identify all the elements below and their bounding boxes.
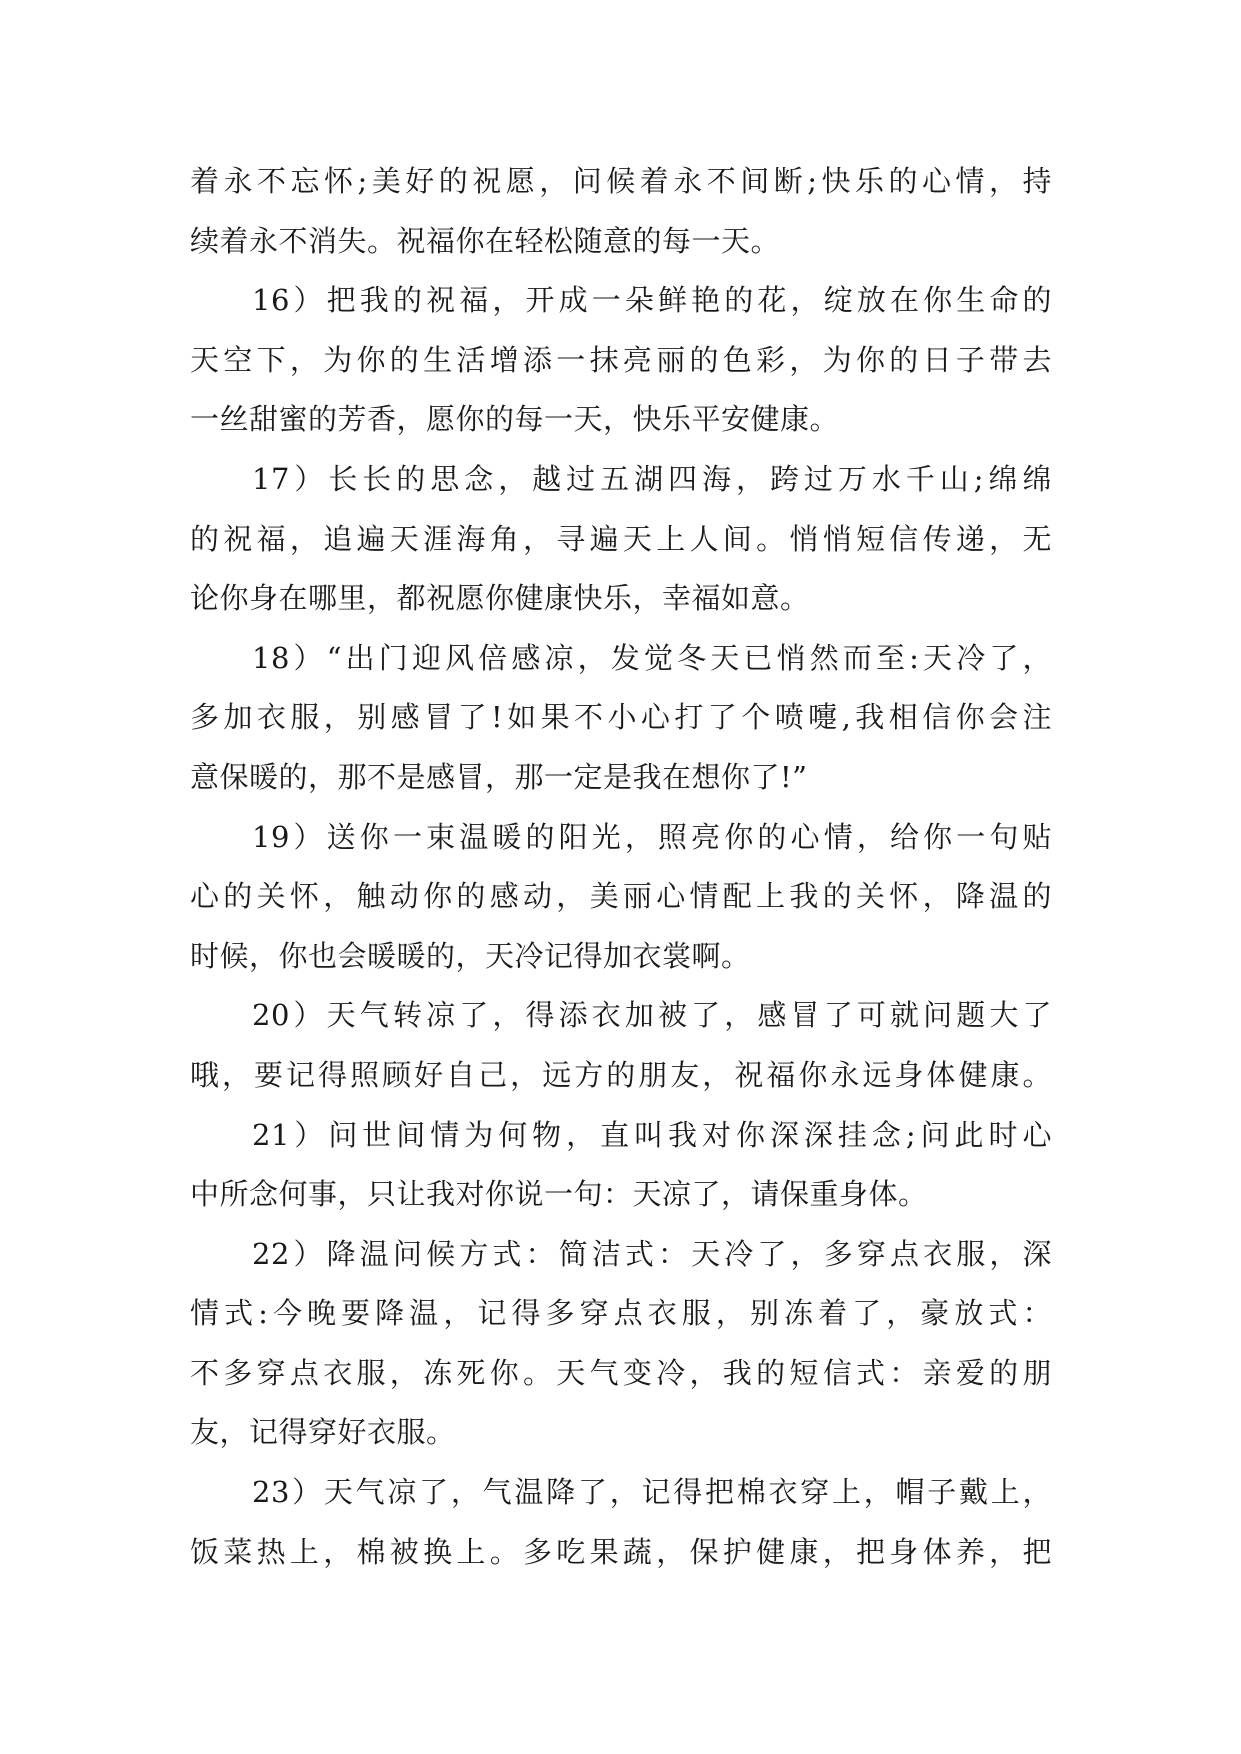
text-line: 19）送你一束温暖的阳光，照亮你的心情，给你一句贴 [252,819,1052,854]
text-line: 心的关怀，触动你的感动，美丽心情配上我的关怀，降温的 [190,879,1052,914]
text-line: 23）天气凉了，气温降了，记得把棉衣穿上，帽子戴上， [252,1475,1052,1510]
text-line: 的祝福，追遍天涯海角，寻遍天上人间。悄悄短信传递，无 [190,521,1052,556]
text-line: 着永不忘怀;美好的祝愿，问候着永不间断;快乐的心情，持 [190,164,1052,198]
text-line: 哦，要记得照顾好自己，远方的朋友，祝福你永远身体健康。 [190,1057,1052,1092]
text-line: 天空下，为你的生活增添一抹亮丽的色彩，为你的日子带去 [190,342,1052,377]
text-line: 中所念何事，只让我对你说一句：天凉了，请保重身体。 [190,1177,928,1212]
text-line: 18）“出门迎风倍感凉，发觉冬天已悄然而至:天冷了， [252,640,1052,675]
text-line: 友，记得穿好衣服。 [190,1415,456,1450]
text-line: 饭菜热上，棉被换上。多吃果蔬，保护健康，把身体养，把 [190,1534,1052,1569]
text-line: 17）长长的思念，越过五湖四海，跨过万水千山;绵绵 [252,461,1052,496]
text-line: 16）把我的祝福，开成一朵鲜艳的花，绽放在你生命的 [252,283,1052,318]
body-text [190,152,1052,1582]
text-line: 论你身在哪里，都祝愿你健康快乐，幸福如意。 [190,581,810,616]
text-line: 22）降温问候方式：简洁式：天冷了，多穿点衣服，深 [252,1236,1052,1271]
text-line: 20）天气转凉了，得添衣加被了，感冒了可就问题大了 [252,998,1052,1033]
text-line: 多加衣服，别感冒了!如果不小心打了个喷嚏,我相信你会注 [190,700,1052,735]
text-line: 一丝甜蜜的芳香，愿你的每一天，快乐平安健康。 [190,402,840,437]
text-line: 不多穿点衣服，冻死你。天气变冷，我的短信式：亲爱的朋 [190,1355,1052,1390]
text-line: 情式:今晚要降温，记得多穿点衣服，别冻着了，豪放式： [190,1296,1052,1331]
text-line: 21）问世间情为何物，直叫我对你深深挂念;问此时心 [252,1117,1052,1152]
text-line: 意保暖的，那不是感冒，那一定是我在想你了!” [190,759,808,794]
text-line: 续着永不消失。祝福你在轻松随意的每一天。 [190,223,781,258]
text-line: 时候，你也会暖暖的，天冷记得加衣裳啊。 [190,938,751,973]
